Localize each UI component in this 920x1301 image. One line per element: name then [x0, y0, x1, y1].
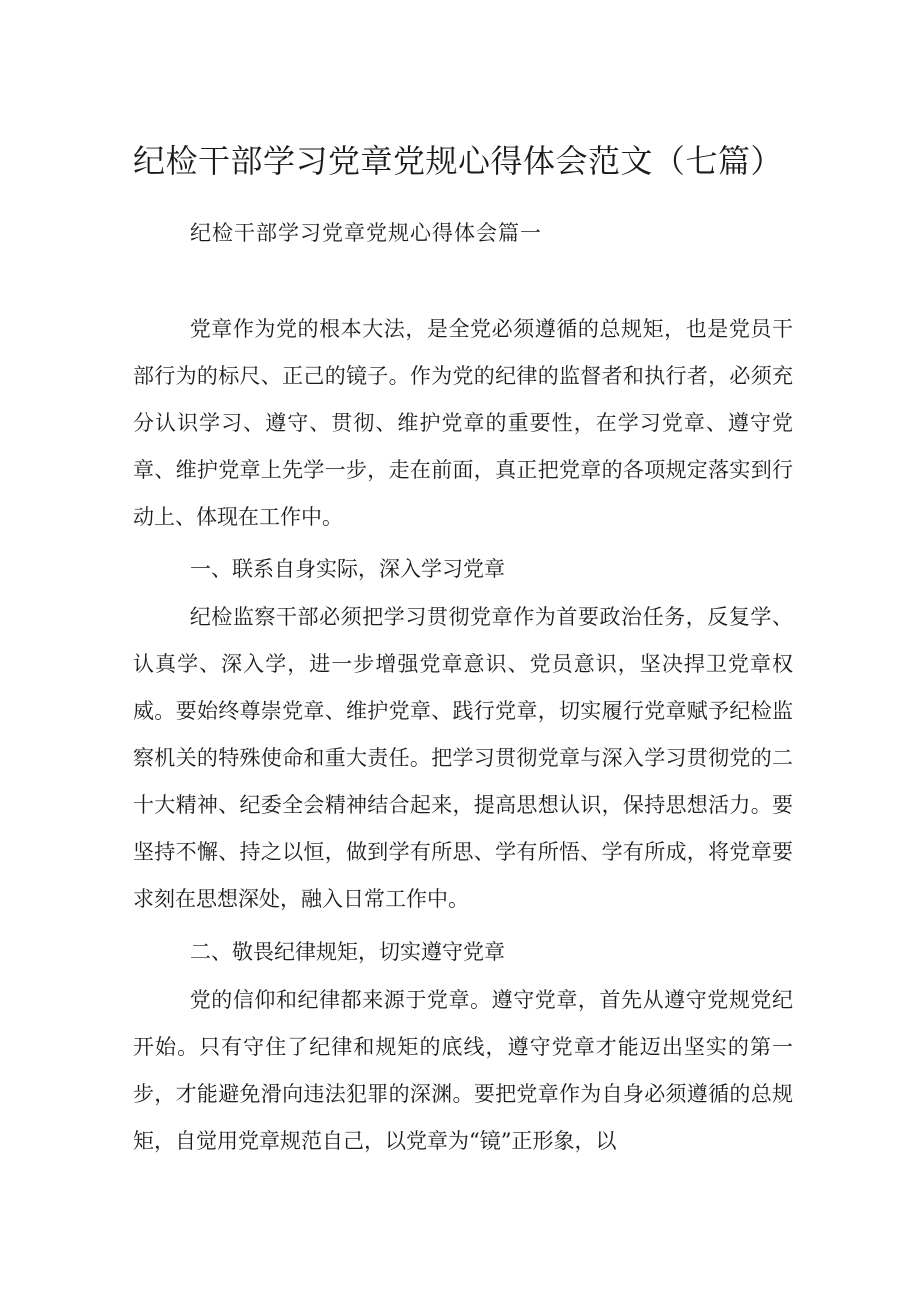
heading-one: 一、联系自身实际，深入学习党章 — [190, 557, 505, 581]
paragraph-discipline: 党的信仰和纪律都来源于党章。遵守党章，首先从遵守党规党纪开始。只有守住了纪律和规矩的底线，遵守党章才能迈出坚实的第一步，才能避免滑向违法犯罪的深渊。要把党章作为自身必须遵循的总规矩，自觉用党章规范自己，以党章为“镜”正形象，以 — [133, 988, 793, 1153]
paragraph-intro: 党章作为党的根本大法，是全党必须遵循的总规矩，也是党员干部行为的标尺、正己的镜子。作为党的纪律的监督者和执行者，必须充分认识学习、遵守、贯彻、维护党章的重要性，在学习党章、遵守党章、维护党章上先学一步，走在前面，真正把党章的各项规定落实到行动上、体现在工作中。 — [133, 317, 793, 529]
document-title: 纪检干部学习党章党规心得体会范文（七篇） — [133, 142, 784, 181]
paragraph-study: 纪检监察干部必须把学习贯彻党章作为首要政治任务，反复学、认真学、深入学，进一步增强党章意识、党员意识，坚决捍卫党章权威。要始终尊崇党章、维护党章、践行党章，切实履行党章赋予纪检监察机关的特殊使命和重大责任。把学习贯彻党章与深入学习贯彻党的二十大精神、纪委全会精神结合起来，提高思想认识，保持思想活力。要坚持不懈、持之以恒，做到学有所思、学有所悟、学有所成，将党章要求刻在思想深处，融入日常工作中。 — [133, 605, 793, 911]
section-title: 纪检干部学习党章党规心得体会篇一 — [190, 221, 542, 245]
heading-two: 二、敬畏纪律规矩，切实遵守党章 — [190, 940, 505, 964]
